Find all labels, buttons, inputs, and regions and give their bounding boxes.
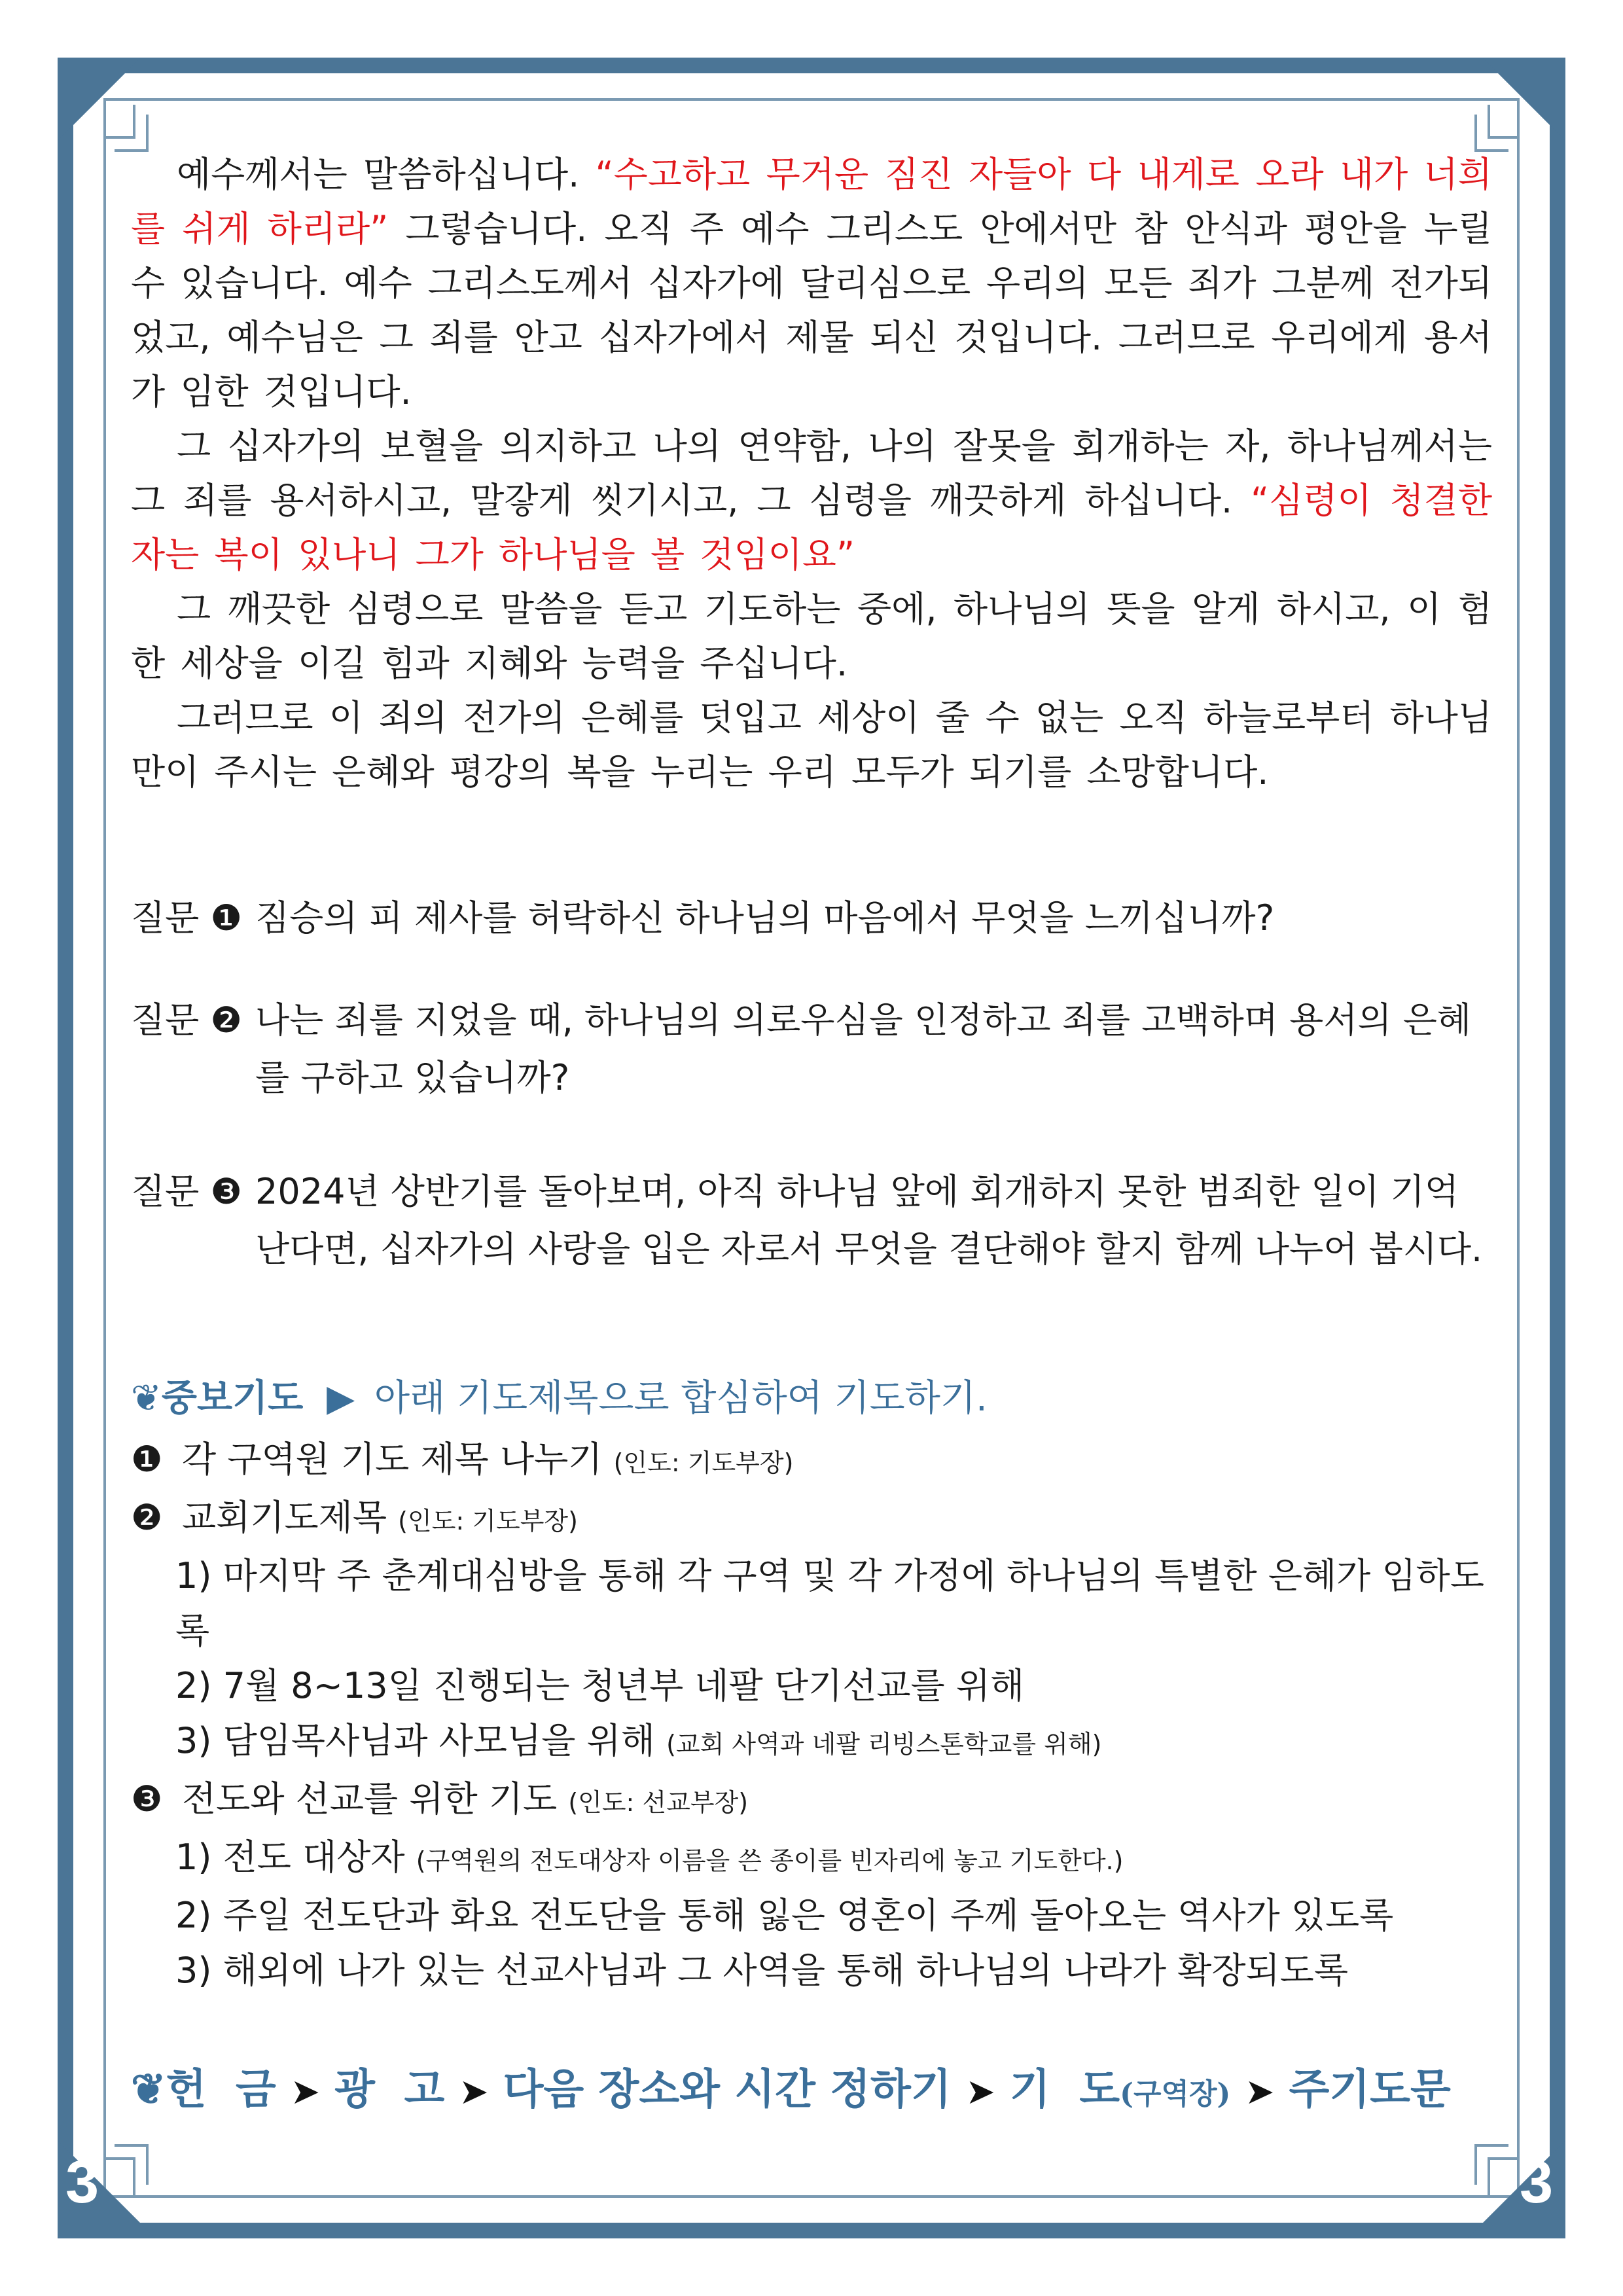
prayer-subitem: 2) 주일 전도단과 화요 전도단을 통해 잃은 영혼이 주께 돌아오는 역사가 있도록 bbox=[175, 1895, 1394, 1936]
prayer-subitem: 3) 해외에 나가 있는 선교사님과 그 사역을 통해 하나님의 나라가 확장되도록 bbox=[175, 1950, 1348, 1991]
leaf-icon: ❦ bbox=[131, 1377, 162, 1420]
arrow-icon: ➤ bbox=[290, 2071, 321, 2112]
paragraph-4: 그러므로 이 죄의 전가의 은혜를 덧입고 세상이 줄 수 없는 오직 하늘로부터 하나님만이 주시는 은혜와 평강의 복을 누리는 우리 모두가 되기를 소망합니다. bbox=[131, 697, 1492, 793]
order-step-prayer-note: (구역장) bbox=[1120, 2077, 1231, 2111]
question-2 bbox=[131, 992, 1492, 1107]
prayer-subtitle: 아래 기도제목으로 합심하여 기도하기. bbox=[374, 1377, 988, 1420]
prayer-subitem: 1) 마지막 주 춘계대심방을 통해 각 구역 및 각 가정에 하나님의 특별한 은혜가 임하도록 bbox=[175, 1555, 1484, 1651]
paragraph-1: 예수께서는 말씀하십니다. “수고하고 무거운 짐진 자들아 다 내게로 오라 내가 너희를 쉬게 하리라” 그렇습니다. 오직 주 예수 그리스도 안에서만 참 안식과 평안을 누릴 수 있습니다. 예수 그리스도께서 십자가에 달리심으로 우리의 모든 죄가 그분께 전가되었고, 예수님은 그 죄를 안고 십자가에서 제물 되신 것입니다. 그러므로 우리에게 용서가 임한 것입니다. bbox=[131, 154, 1492, 412]
arrow-right-icon: ▶ bbox=[327, 1377, 355, 1420]
question-label: 질문 ❸ bbox=[131, 1171, 242, 1212]
prayer-item-2: ❷ 교회기도제목 (인도: 기도부장) bbox=[131, 1497, 578, 1538]
order-step-prayer: 기 도 bbox=[1009, 2065, 1120, 2114]
order-step-announcements: 광 고 bbox=[334, 2065, 445, 2114]
question-text: 나는 죄를 지었을 때, 하나님의 의로우심을 인정하고 죄를 고백하며 용서의 은혜를 구하고 있습니까? bbox=[255, 999, 1472, 1098]
service-order bbox=[131, 2060, 1492, 2124]
question-label: 질문 ❷ bbox=[131, 999, 242, 1041]
paragraph-3: 그 깨끗한 심령으로 말씀을 듣고 기도하는 중에, 하나님의 뜻을 알게 하시고, 이 험한 세상을 이길 힘과 지혜와 능력을 주십니다. bbox=[131, 588, 1492, 684]
quote-rest: “수고하고 무거운 짐진 자들아 다 내게로 오라 내가 너희를 쉬게 하리라” bbox=[131, 154, 1492, 249]
prayer-title: 중보기도 bbox=[161, 1376, 304, 1420]
leaf-icon: ❦ bbox=[131, 2065, 166, 2114]
paragraph-2: 그 십자가의 보혈을 의지하고 나의 연약함, 나의 잘못을 회개하는 자, 하나님께서는 그 죄를 용서하시고, 말갛게 씻기시고, 그 심령을 깨끗하게 하십니다. “심령이 청결한 자는 복이 있나니 그가 하나님을 볼 것임이요” bbox=[131, 425, 1493, 575]
arrow-icon: ➤ bbox=[965, 2071, 995, 2112]
order-step-next-meeting: 다음 장소와 시간 정하기 bbox=[503, 2065, 952, 2114]
question-text: 2024년 상반기를 돌아보며, 아직 하나님 앞에 회개하지 못한 범죄한 일이 기억난다면, 십자가의 사랑을 입은 자로서 무엇을 결단해야 할지 함께 나누어 봅시다. bbox=[255, 1171, 1483, 1270]
question-1 bbox=[131, 889, 1492, 947]
prayer-subitem: 3) 담임목사님과 사모님을 위해 (교회 사역과 네팔 리빙스톤학교를 위해) bbox=[175, 1720, 1102, 1761]
prayer-item-1: ❶ 각 구역원 기도 제목 나누기 (인도: 기도부장) bbox=[131, 1439, 794, 1480]
quote-pure-heart: “심령이 청결한 자는 복이 있나니 그가 하나님을 볼 것임이요” bbox=[131, 480, 1493, 575]
prayer-item-3: ❸ 전도와 선교를 위한 기도 (인도: 선교부장) bbox=[131, 1778, 749, 1820]
page-number-left: 3 bbox=[65, 2149, 99, 2215]
prayer-subitem: 1) 전도 대상자 (구역원의 전도대상자 이름을 쓴 종이를 빈자리에 놓고 기도한다.) bbox=[175, 1837, 1124, 1878]
prayer-heading bbox=[131, 1369, 1492, 1428]
prayer-subitem: 2) 7월 8~13일 진행되는 청년부 네팔 단기선교를 위해 bbox=[175, 1665, 1025, 1706]
arrow-icon: ➤ bbox=[459, 2071, 489, 2112]
order-step-lords-prayer: 주기도문 bbox=[1289, 2065, 1451, 2114]
page-number-right: 3 bbox=[1520, 2149, 1554, 2215]
content bbox=[131, 147, 1492, 2124]
question-text: 짐승의 피 제사를 허락하신 하나님의 마음에서 무엇을 느끼십니까? bbox=[255, 897, 1275, 939]
question-label: 질문 ❶ bbox=[131, 897, 242, 939]
question-3 bbox=[131, 1163, 1492, 1278]
arrow-icon: ➤ bbox=[1245, 2071, 1275, 2112]
order-step-offering: 헌 금 bbox=[166, 2065, 276, 2114]
